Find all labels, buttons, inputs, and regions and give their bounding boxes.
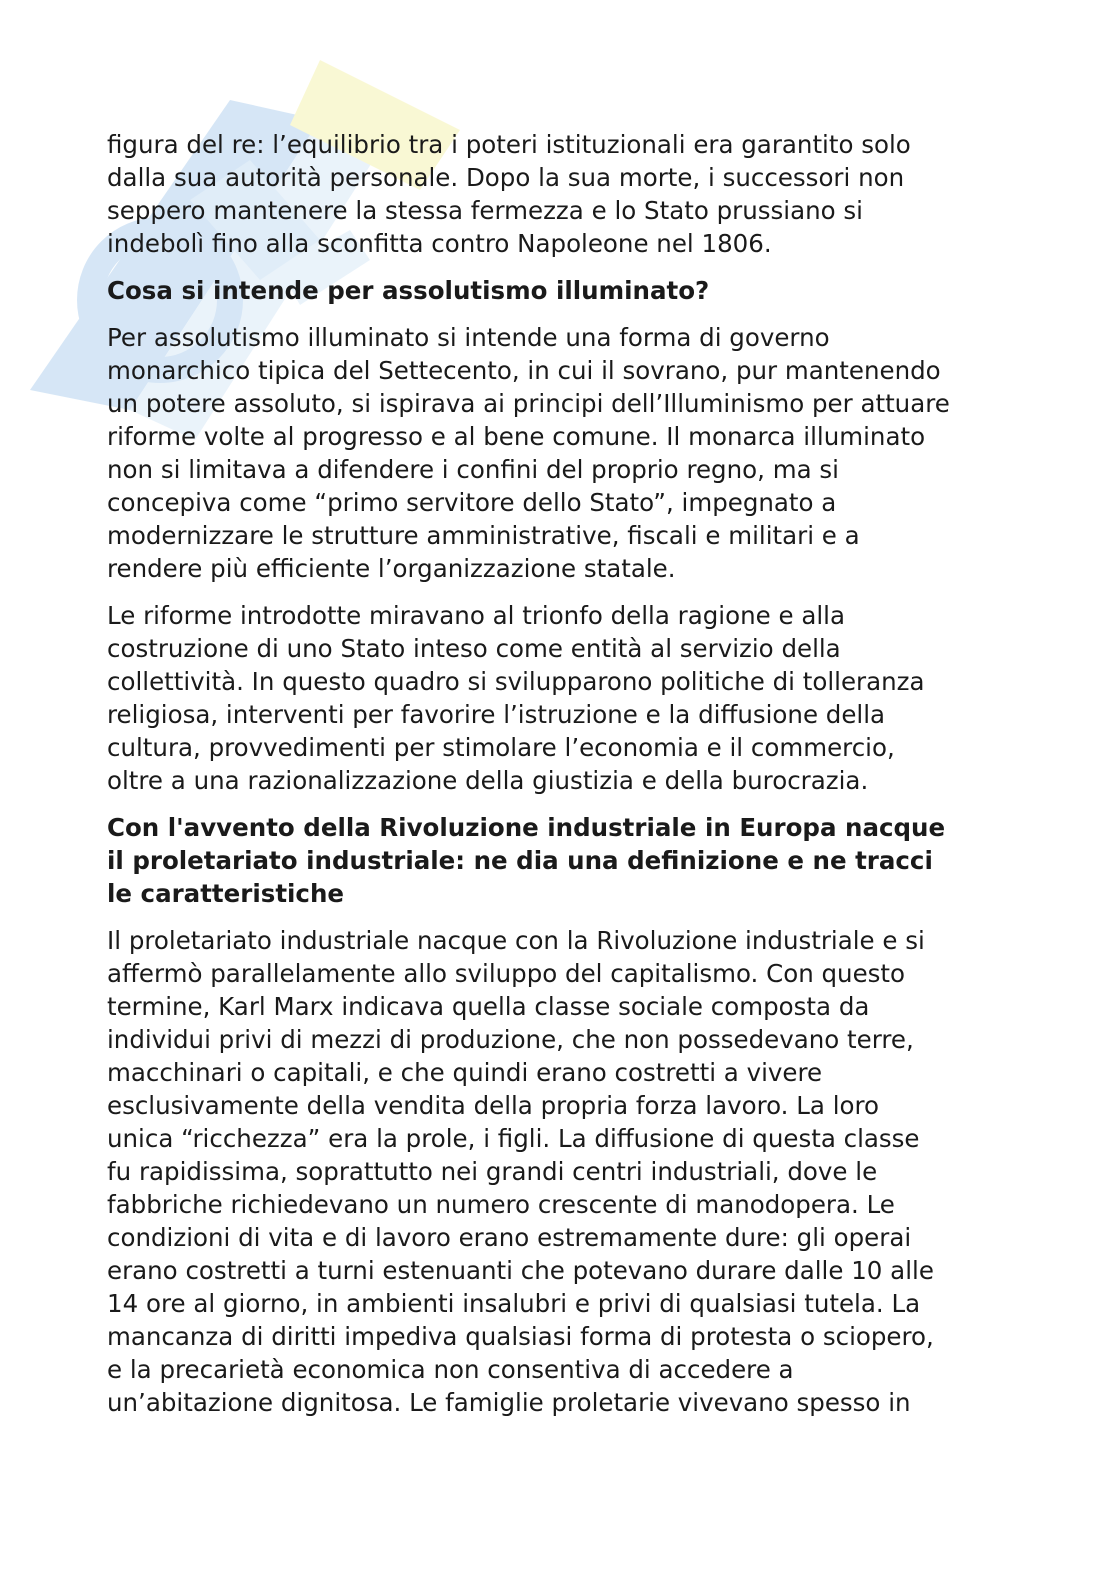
paragraph-assolutismo-definition: Per assolutismo illuminato si intende una forma di governo monarchico tipica del Settecento, in cui il sovrano, pur mantenendo un potere assoluto, si ispirava ai principi dell’Illuminismo per attuare riforme volte al progresso e al bene comune. Il monarca illuminato non si limitava a difendere i confini del proprio regno, ma si concepiva come “primo servitore dello Stato”, impegnato a modernizzare le strutture amministrative, fiscali e militari e a rendere più efficiente l’organizzazione statale. [107,323,950,583]
heading-assolutismo: Cosa si intende per assolutismo illuminato? [107,276,710,305]
heading-proletariato: Con l'avvento della Rivoluzione industriale in Europa nacque il proletariato industriale: ne dia una definizione e ne tracci le caratteristiche [107,813,946,908]
paragraph-proletariato: Il proletariato industriale nacque con la Rivoluzione industriale e si affermò parallelamente allo sviluppo del capitalismo. Con questo termine, Karl Marx indicava quella classe sociale composta da individui privi di mezzi di produzione, che non possedevano terre, macchinari o capitali, e che quindi erano costretti a vivere esclusivamente della vendita della propria forza lavoro. La loro unica “ricchezza” era la prole, i figli. La diffusione di questa classe fu rapidissima, soprattutto nei grandi centri industriali, dove le fabbriche richiedevano un numero crescente di manodopera. Le condizioni di vita e di lavoro erano estremamente dure: gli operai erano costretti a turni estenuanti che potevano durare dalle 10 alle 14 ore al giorno, in ambienti insalubri e privi di qualsiasi tutela. La mancanza di diritti impediva qualsiasi forma di protesta o sciopero, e la precarietà economica non consentiva di accedere a un’abitazione dignitosa. Le famiglie proletarie vivevano spesso in [107,926,934,1417]
paragraph-riforme: Le riforme introdotte miravano al trionfo della ragione e alla costruzione di uno Stato inteso come entità al servizio della collettività. In questo quadro si svilupparono politiche di tolleranza religiosa, interventi per favorire l’istruzione e la diffusione della cultura, provvedimenti per stimolare l’economia e il commercio, oltre a una razionalizzazione della giustizia e della burocrazia. [107,601,925,795]
document-page [107,128,1012,1433]
paragraph-prussia: figura del re: l’equilibrio tra i poteri istituzionali era garantito solo dalla sua autorità personale. Dopo la sua morte, i successori non seppero mantenere la stessa fermezza e lo Stato prussiano si indebolì fino alla sconfitta contro Napoleone nel 1806. [107,130,911,258]
